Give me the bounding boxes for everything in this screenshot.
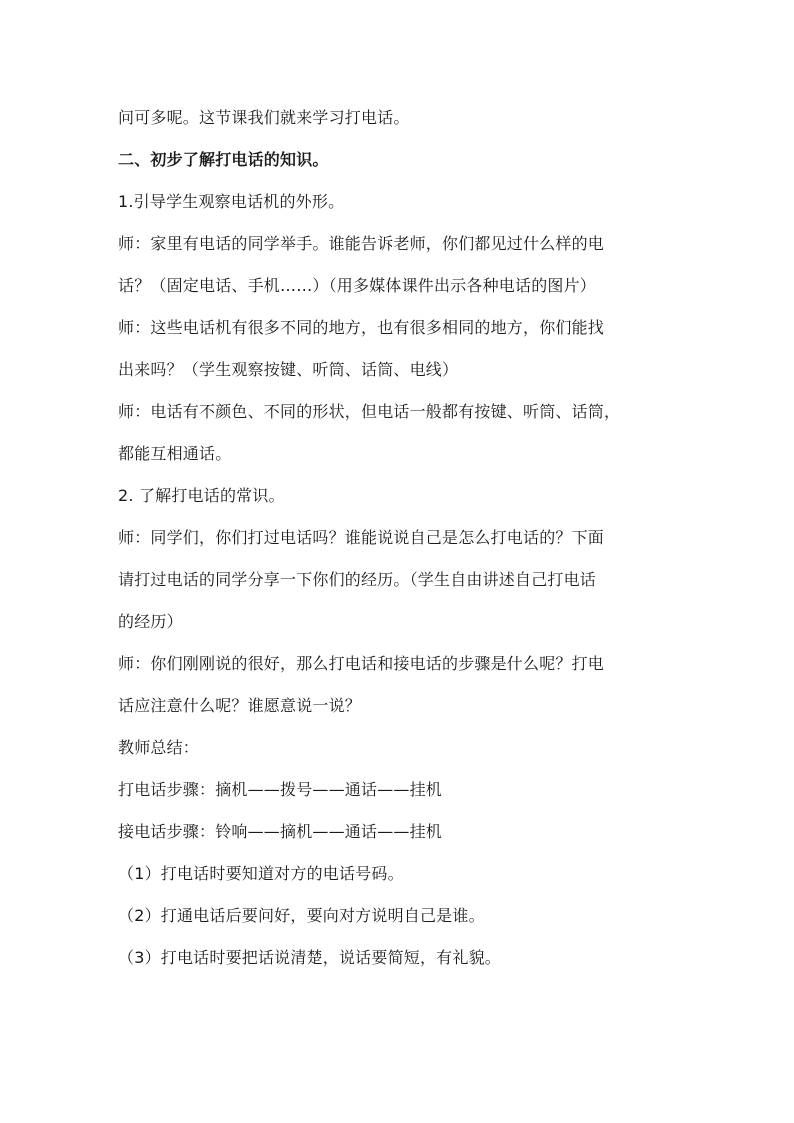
paragraph-line: 师：家里有电话的同学举手。谁能告诉老师，你们都见过什么样的电 — [118, 234, 605, 253]
section-heading: 二、初步了解打电话的知识。 — [118, 150, 329, 169]
paragraph-line: 请打过电话的同学分享一下你们的经历。（学生自由讲述自己打电话 — [118, 570, 597, 589]
paragraph-line: 教师总结： — [118, 738, 200, 757]
paragraph-line: 师：你们刚刚说的很好，那么打电话和接电话的步骤是什么呢？打电 — [118, 654, 605, 673]
list-item: （2）打通电话后要问好，要向对方说明自己是谁。 — [118, 906, 485, 925]
paragraph-line: 师：这些电话机有很多不同的地方，也有很多相同的地方，你们能找 — [118, 318, 605, 337]
paragraph-line: 话？（固定电话、手机……）（用多媒体课件出示各种电话的图片） — [118, 276, 597, 295]
subsection-heading: 2. 了解打电话的常识。 — [118, 486, 285, 505]
list-item: （1）打电话时要知道对方的电话号码。 — [118, 864, 404, 883]
paragraph-line: 话应注意什么呢？谁愿意说一说？ — [118, 696, 362, 715]
paragraph-line: 师：电话有不颜色、不同的形状，但电话一般都有按键、听筒、话筒， — [118, 402, 621, 421]
paragraph-line: 师：同学们，你们打过电话吗？谁能说说自己是怎么打电话的？下面 — [118, 528, 605, 547]
subsection-heading: 1.引导学生观察电话机的外形。 — [118, 192, 345, 211]
paragraph-line: 打电话步骤：摘机——拨号——通话——挂机 — [118, 780, 443, 799]
paragraph-line: 问可多呢。这节课我们就来学习打电话。 — [118, 108, 410, 127]
paragraph-line: 的经历） — [118, 612, 183, 631]
list-item: （3）打电话时要把话说清楚，说话要简短，有礼貌。 — [118, 948, 501, 967]
paragraph-line: 出来吗？（学生观察按键、听筒、话筒、电线） — [118, 360, 459, 379]
paragraph-line: 都能互相通话。 — [118, 444, 232, 463]
paragraph-line: 接电话步骤：铃响——摘机——通话——挂机 — [118, 822, 443, 841]
